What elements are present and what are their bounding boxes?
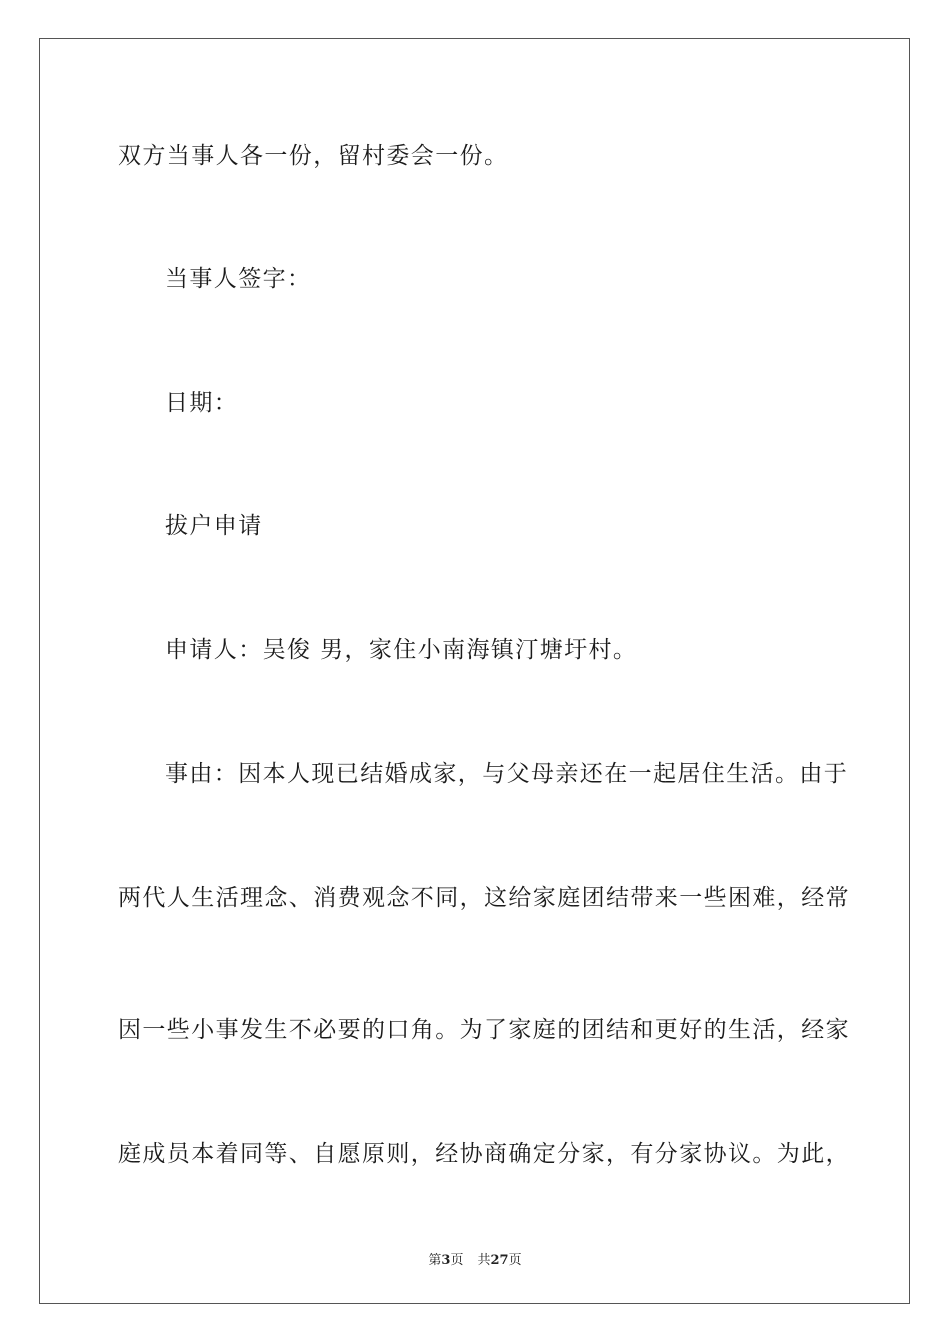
page-border [39,38,910,1304]
page-footer [0,1249,950,1268]
section-title: 拔户申请 [165,513,263,539]
signature-label: 当事人签字： [165,266,312,292]
footer-page-current: 3 [441,1253,451,1268]
paragraph-line: 庭成员本着同等、自愿原则，经协商确定分家，有分家协议。为此， [118,1141,850,1167]
footer-total-suffix: 页 [508,1253,522,1268]
date-label: 日期： [165,390,239,416]
footer-page-suffix: 页 [450,1253,464,1268]
paragraph-line: 事由：因本人现已结婚成家，与父母亲还在一起居住生活。由于 [165,761,849,787]
paragraph-line: 双方当事人各一份，留村委会一份。 [118,143,509,169]
paragraph-line: 两代人生活理念、消费观念不同，这给家庭团结带来一些困难，经常 [118,885,850,911]
applicant-line: 申请人：吴俊 男，家住小南海镇汀塘圩村。 [165,637,638,663]
footer-total-prefix: 共 [477,1253,491,1268]
footer-page-prefix: 第 [428,1253,442,1268]
footer-page-total: 27 [490,1253,509,1268]
paragraph-line: 因一些小事发生不必要的口角。为了家庭的团结和更好的生活，经家 [118,1017,850,1043]
